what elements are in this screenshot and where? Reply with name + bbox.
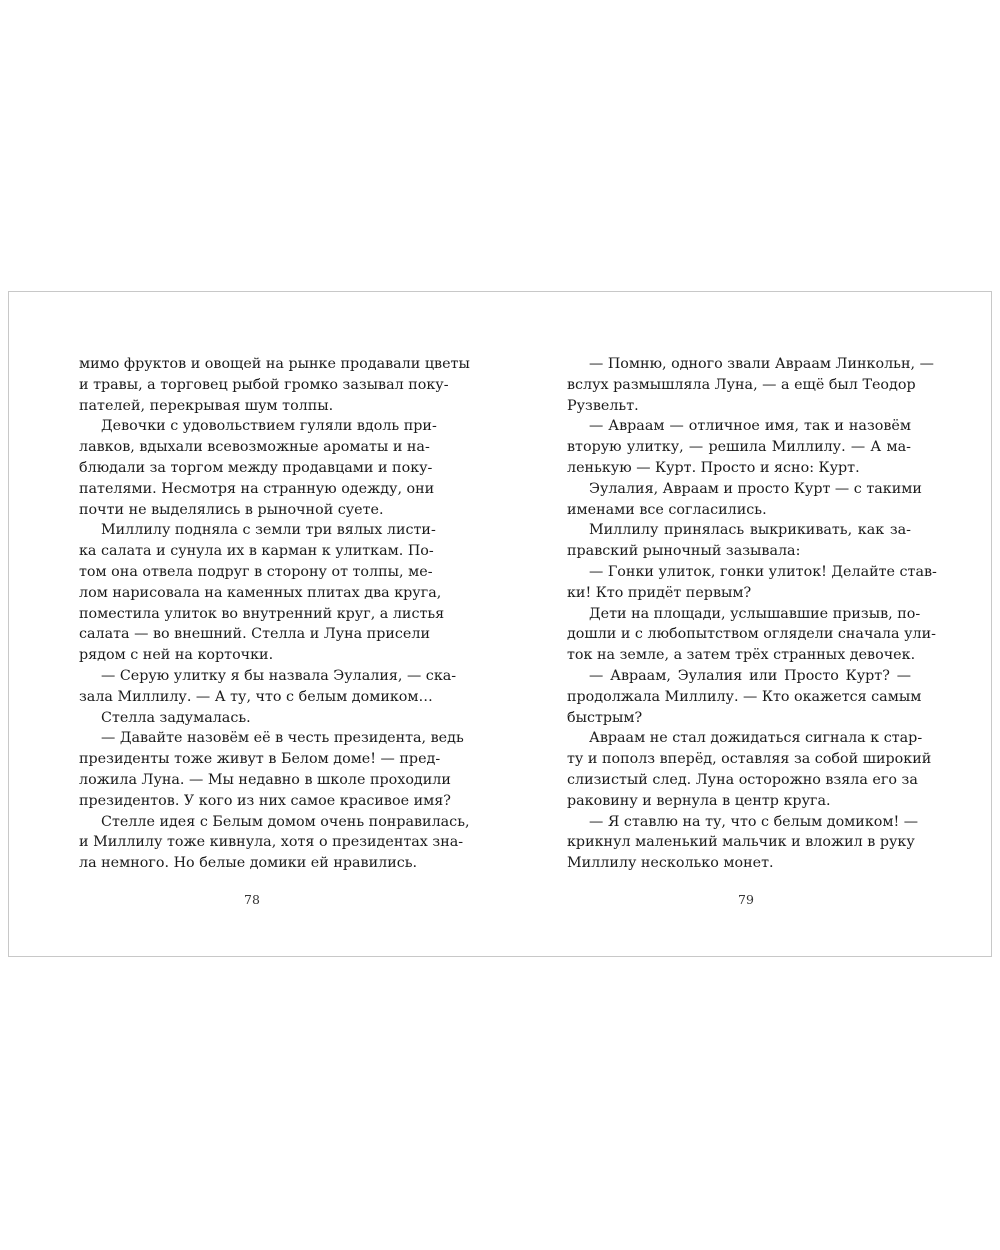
- page-number-left: 78: [244, 892, 260, 907]
- text-line: лавков, вдыхали всевозможные ароматы и на-: [79, 439, 430, 456]
- text-line: зала Миллилу. — А ту, что с белым домиком…: [79, 688, 433, 705]
- text-line: пателей, перекрывая шум толпы.: [79, 397, 334, 414]
- text-line: почти не выделялись в рыночной суете.: [79, 501, 384, 518]
- text-line: раковину и вернула в центр круга.: [567, 792, 831, 809]
- text-line: — Авраам, Эулалия или Просто Курт? —: [589, 667, 911, 684]
- text-line: Девочки с удовольствием гуляли вдоль при-: [101, 418, 437, 435]
- text-line: вслух размышляла Луна, — а ещё был Теодор: [567, 376, 916, 393]
- text-line: Стелле идея с Белым домом очень понравилась,: [101, 813, 470, 830]
- text-line: мимо фруктов и овощей на рынке продавали цветы: [79, 356, 470, 372]
- text-line: блюдали за торгом между продавцами и поку-: [79, 459, 433, 476]
- text-line: президенты тоже живут в Белом доме! — пред-: [79, 751, 441, 768]
- text-line: слизистый след. Луна осторожно взяла его за: [567, 771, 918, 788]
- text-line: рядом с ней на корточки.: [79, 647, 274, 664]
- text-line: именами все согласились.: [567, 501, 767, 518]
- page-number-right: 79: [738, 892, 754, 907]
- text-line: Миллилу несколько монет.: [567, 855, 774, 872]
- text-line: ток на земле, а затем трёх странных девочек.: [567, 647, 916, 664]
- text-line: Миллилу принялась выкрикивать, как за-: [589, 522, 911, 539]
- text-line: ки! Кто придёт первым?: [567, 584, 752, 601]
- right-page-text: [567, 354, 937, 874]
- text-line: правский рыночный зазывала:: [567, 543, 801, 560]
- text-line: и травы, а торговец рыбой громко зазывал поку-: [79, 376, 449, 393]
- text-line: ла немного. Но белые домики ей нравились.: [79, 855, 418, 872]
- text-line: том она отвела подруг в сторону от толпы, ме-: [79, 563, 433, 580]
- text-line: — Помню, одного звали Авраам Линкольн, —: [589, 356, 934, 372]
- text-line: ленькую — Курт. Просто и ясно: Курт.: [567, 459, 860, 476]
- text-line: Рузвельт.: [567, 397, 639, 414]
- text-line: — Я ставлю на ту, что с белым домиком! —: [589, 813, 919, 830]
- text-line: продолжала Миллилу. — Кто окажется самым: [567, 688, 922, 705]
- text-line: — Серую улитку я бы назвала Эулалия, — ска-: [101, 667, 457, 684]
- text-line: поместила улиток во внутренний круг, а листья: [79, 605, 445, 622]
- text-line: Дети на площади, услышавшие призыв, по-: [589, 605, 921, 622]
- text-line: и Миллилу тоже кивнула, хотя о президентах зна-: [79, 834, 464, 851]
- text-line: дошли и с любопытством оглядели сначала ули-: [567, 626, 936, 643]
- text-line: — Давайте назовём её в честь президента, ведь: [101, 730, 464, 747]
- text-line: Эулалия, Авраам и просто Курт — с такими: [589, 480, 922, 497]
- text-line: салата — во внешний. Стелла и Луна присели: [79, 626, 431, 643]
- text-line: ка салата и сунула их в карман к улиткам. По-: [79, 543, 434, 560]
- text-line: Авраам не стал дожидаться сигнала к стар-: [589, 730, 923, 747]
- book-spread: [8, 291, 992, 957]
- text-line: лом нарисовала на каменных плитах два круга,: [79, 584, 442, 601]
- text-line: — Гонки улиток, гонки улиток! Делайте став-: [589, 563, 937, 580]
- text-line: Миллилу подняла с земли три вялых листи-: [101, 522, 436, 539]
- text-line: пателями. Несмотря на странную одежду, они: [79, 480, 435, 497]
- text-line: ложила Луна. — Мы недавно в школе проходили: [79, 771, 451, 788]
- text-line: ту и пополз вперёд, оставляя за собой широкий: [567, 751, 932, 768]
- left-page-text: [79, 354, 470, 874]
- text-line: президентов. У кого из них самое красивое имя?: [79, 792, 451, 809]
- text-line: Стелла задумалась.: [101, 709, 251, 726]
- text-line: — Авраам — отличное имя, так и назовём: [589, 418, 911, 435]
- text-line: крикнул маленький мальчик и вложил в руку: [567, 834, 915, 851]
- text-line: вторую улитку, — решила Миллилу. — А ма-: [567, 439, 911, 456]
- text-line: быстрым?: [567, 709, 643, 726]
